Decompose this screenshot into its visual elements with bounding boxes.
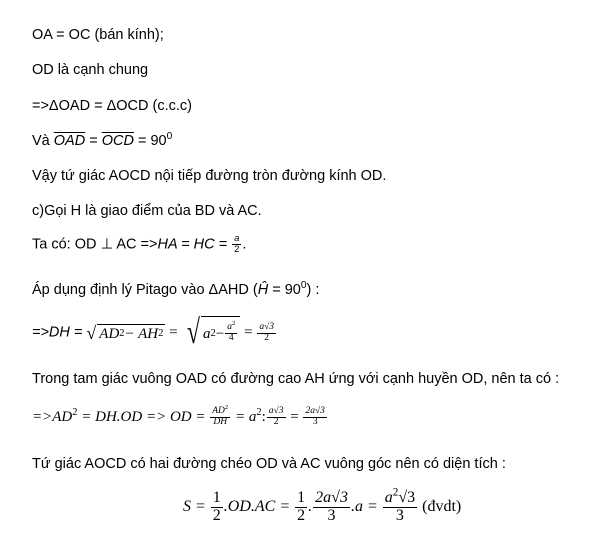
text: . bbox=[242, 236, 247, 253]
exp: 2 bbox=[256, 406, 262, 418]
math: HA = HC = bbox=[157, 236, 232, 253]
text: = 90 bbox=[133, 133, 167, 149]
math: .OD.AC = bbox=[223, 497, 295, 515]
line-area-formula bbox=[183, 486, 462, 525]
sqrt-a2-a2-4 bbox=[181, 316, 240, 350]
denominator: 2 bbox=[212, 506, 221, 524]
fraction-1-2 bbox=[211, 490, 223, 525]
text: OD là cạnh chung bbox=[32, 62, 149, 78]
denominator: 3 bbox=[327, 506, 336, 524]
denominator: 3 bbox=[312, 416, 318, 427]
exp: 2 bbox=[232, 319, 236, 327]
fraction-1-2b bbox=[295, 490, 307, 525]
text: Vậy tứ giác AOCD nội tiếp đường tròn đường kính OD. bbox=[32, 168, 387, 184]
line-right-triangle bbox=[32, 370, 559, 388]
text: = bbox=[286, 408, 303, 425]
denominator: 3 bbox=[395, 506, 404, 524]
line-congruent bbox=[32, 97, 192, 115]
text: ) : bbox=[306, 282, 320, 298]
text: Tứ giác AOCD có hai đường chéo OD và AC vuông góc nên có diện tích : bbox=[32, 456, 506, 472]
text: c)Gọi H là giao điểm của BD và AC. bbox=[32, 203, 262, 219]
denominator: 2 bbox=[264, 332, 270, 343]
radical-sign: √ bbox=[187, 314, 201, 351]
exp: 2 bbox=[392, 486, 399, 499]
angle-h: Ĥ bbox=[257, 282, 269, 298]
math: = a bbox=[231, 408, 257, 425]
fraction-ad2-dh bbox=[210, 403, 230, 428]
text: − bbox=[215, 325, 225, 342]
degree: 0 bbox=[166, 131, 173, 143]
numerator: 2a√3 bbox=[315, 489, 348, 506]
math: S = bbox=[183, 497, 210, 515]
fraction-a-sqrt3-2b bbox=[267, 407, 286, 428]
math: . bbox=[308, 497, 313, 515]
line-perpendicular bbox=[32, 234, 246, 255]
text: = 90 bbox=[268, 282, 301, 298]
numerator: a√3 bbox=[259, 321, 275, 332]
text: Trong tam giác vuông OAD có đường cao AH ứng với cạnh huyền OD, nên ta có : bbox=[32, 371, 560, 387]
line-ad-squared bbox=[32, 403, 328, 428]
line-pythagoras bbox=[32, 281, 319, 299]
math: √3 bbox=[398, 489, 416, 506]
line-oa-oc bbox=[32, 26, 164, 44]
denominator: 2 bbox=[297, 506, 306, 524]
text: =>ΔOAD = ΔOCD (c.c.c) bbox=[32, 98, 192, 114]
exp: 2 bbox=[224, 403, 229, 411]
numerator bbox=[383, 486, 417, 508]
line-conclusion bbox=[32, 167, 386, 185]
fraction-2a-sqrt3-3b bbox=[313, 490, 350, 525]
line-quadrilateral bbox=[32, 455, 506, 473]
radical-sign: √ bbox=[86, 322, 97, 343]
math: = DH.OD => OD = bbox=[77, 408, 210, 425]
exp: 2 bbox=[72, 406, 78, 418]
fraction-a2-sqrt3-3 bbox=[383, 486, 417, 525]
line-od-common bbox=[32, 61, 148, 79]
math: a bbox=[227, 322, 233, 333]
math: .a = bbox=[350, 497, 382, 515]
text: : bbox=[261, 408, 266, 425]
text: Và bbox=[32, 133, 54, 149]
denominator: 4 bbox=[228, 333, 234, 343]
text: = bbox=[240, 324, 257, 341]
numerator: 2a√3 bbox=[305, 406, 325, 416]
text: = bbox=[85, 133, 102, 149]
fraction-2a-sqrt3-3 bbox=[303, 407, 326, 428]
math: a bbox=[203, 325, 211, 342]
denominator: 2 bbox=[234, 243, 240, 255]
text: OA = OC (bán kính); bbox=[32, 27, 164, 43]
math: =>AD bbox=[32, 408, 73, 425]
fraction-a-sqrt3-2 bbox=[257, 323, 276, 344]
line-part-c bbox=[32, 202, 262, 220]
math: − AH bbox=[124, 325, 159, 342]
text: Ta có: OD ⊥ AC => bbox=[32, 236, 158, 253]
angle-ocd: $\overline{OCD}$ bbox=[101, 133, 134, 149]
line-angles bbox=[32, 132, 172, 150]
math: AD bbox=[212, 406, 225, 416]
radicand: a 2 − $\frac{a^2}{4}$ bbox=[201, 316, 240, 350]
angle-oad: $\overline{OAD}$ bbox=[53, 133, 86, 149]
text: Áp dụng định lý Pitago vào ΔAHD ( bbox=[32, 282, 258, 298]
denominator: 2 bbox=[273, 416, 279, 427]
radicand: AD 2 − AH 2 bbox=[99, 325, 164, 342]
text: (đvdt) bbox=[418, 497, 462, 515]
numerator: 1 bbox=[297, 489, 306, 506]
denominator: DH bbox=[213, 416, 228, 427]
line-dh bbox=[32, 316, 277, 350]
numerator: a√3 bbox=[268, 406, 284, 416]
degree: 0 bbox=[300, 280, 307, 292]
fraction-a-2 bbox=[232, 234, 241, 255]
numerator: 1 bbox=[212, 489, 221, 506]
math: a bbox=[384, 489, 393, 506]
text: =>DH = bbox=[32, 324, 87, 341]
sqrt-ad-ah bbox=[86, 324, 165, 343]
fraction-a2-4 bbox=[225, 319, 237, 344]
numerator: a bbox=[234, 233, 240, 244]
math: AD bbox=[99, 325, 120, 342]
text: = bbox=[165, 324, 182, 341]
